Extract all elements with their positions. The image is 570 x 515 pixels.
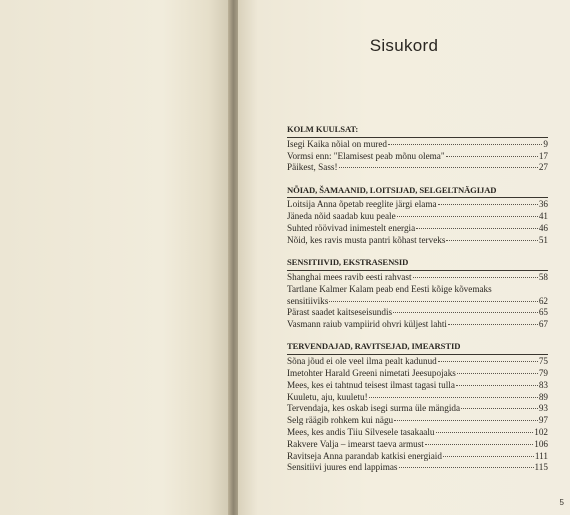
entry-title: Ravitseja Anna parandab katkisi energiaid xyxy=(287,450,442,461)
leader-dots xyxy=(413,277,538,278)
toc-entry[interactable] xyxy=(287,307,548,319)
entry-page-number: 106 xyxy=(534,438,548,449)
entry-title: Suhted röövivad inimestelt energia xyxy=(287,223,416,234)
toc-entry[interactable] xyxy=(287,199,548,211)
entry-title: Mees, kes ei tahtnud teisest ilmast tagasi tulla xyxy=(287,379,455,390)
entry-title: Tervendaja, kes oskab isegi surma üle mängida xyxy=(287,403,461,414)
toc-entry[interactable] xyxy=(287,211,548,223)
leader-dots xyxy=(448,324,538,325)
entry-page-number: 58 xyxy=(538,271,548,282)
entry-page-number: 83 xyxy=(538,379,548,390)
entry-title: Imetohter Harald Greeni nimetati Jeesupojaks xyxy=(287,368,456,379)
entry-title: Sõna jõud ei ole veel ilma pealt kadunud xyxy=(287,356,437,367)
toc-section xyxy=(287,124,548,174)
entry-title: Sensitiivi juures end lappimas xyxy=(287,462,398,473)
entry-page-number: 65 xyxy=(538,307,548,318)
entry-page-number: 67 xyxy=(538,319,548,330)
toc-entry[interactable] xyxy=(287,451,548,463)
leader-dots xyxy=(369,397,538,398)
page-title: Sisukord xyxy=(369,36,439,55)
leader-dots xyxy=(461,408,538,409)
toc-entry[interactable] xyxy=(287,235,548,247)
leader-dots xyxy=(457,373,538,374)
entry-page-number: 41 xyxy=(538,211,548,222)
entry-page-number: 75 xyxy=(538,356,548,367)
entry-title: Nõid, kes ravis musta pantri kõhast terveks xyxy=(287,234,446,245)
toc-entry[interactable] xyxy=(287,380,548,392)
leader-dots xyxy=(436,432,534,433)
leader-dots xyxy=(329,301,537,302)
toc-entry[interactable] xyxy=(287,223,548,235)
page-number: 5 xyxy=(559,498,564,507)
leader-dots xyxy=(388,144,542,145)
entry-page-number: 79 xyxy=(538,368,548,379)
left-page-blank xyxy=(0,0,232,515)
entry-page-number: 51 xyxy=(538,234,548,245)
leader-dots xyxy=(339,167,538,168)
entry-page-number: 27 xyxy=(538,162,548,173)
entry-title: Tartlane Kalmer Kalam peab end Eesti kõige kõvemaks xyxy=(287,283,492,294)
entry-title: Vormsi enn: "Elamisest peab mõnu olema" xyxy=(287,150,445,161)
toc-entry[interactable] xyxy=(287,415,548,427)
toc-entry[interactable] xyxy=(287,272,548,284)
toc-entry[interactable] xyxy=(287,296,548,308)
entry-page-number: 115 xyxy=(534,462,548,473)
entry-page-number: 46 xyxy=(538,223,548,234)
toc-entry[interactable] xyxy=(287,356,548,368)
section-heading: KOLM KUULSAT: xyxy=(287,124,548,138)
toc-entry[interactable] xyxy=(287,439,548,451)
entry-page-number: 102 xyxy=(534,427,548,438)
entry-page-number: 111 xyxy=(534,450,548,461)
entry-title: Jäneda nõid saadab kuu peale xyxy=(287,211,396,222)
entry-page-number: 9 xyxy=(543,138,548,149)
toc-section xyxy=(287,257,548,331)
toc-entry[interactable] xyxy=(287,427,548,439)
entry-title: Päikest, Sass! xyxy=(287,162,338,173)
entry-title: Loitsija Anna õpetab reeglite järgi elama xyxy=(287,199,437,210)
leader-dots xyxy=(425,444,533,445)
section-heading: NÕIAD, ŠAMAANID, LOITSIJAD, SELGELTNÄGIJAD xyxy=(287,185,548,199)
entry-title: Rakvere Valja – imearst taeva armust xyxy=(287,438,424,449)
toc-entry[interactable] xyxy=(287,403,548,415)
entry-page-number: 36 xyxy=(538,199,548,210)
section-heading: SENSITIIVID, EKSTRASENSID xyxy=(287,257,548,271)
entry-page-number: 62 xyxy=(538,295,548,306)
entry-page-number: 89 xyxy=(538,391,548,402)
toc-entry[interactable] xyxy=(287,284,548,296)
leader-dots xyxy=(393,312,538,313)
toc-entry[interactable] xyxy=(287,139,548,151)
toc-entry[interactable] xyxy=(287,462,548,474)
entry-title: Shanghai mees ravib eesti rahvast xyxy=(287,271,412,282)
leader-dots xyxy=(438,361,538,362)
toc-entry[interactable] xyxy=(287,319,548,331)
entry-title: Mees, kes andis Tiiu Silvesele tasakaalu xyxy=(287,427,435,438)
entry-title: sensitiiviks xyxy=(287,295,329,306)
toc-entry[interactable] xyxy=(287,368,548,380)
toc-entry[interactable] xyxy=(287,392,548,404)
toc-section xyxy=(287,341,548,474)
leader-dots xyxy=(394,420,538,421)
leader-dots xyxy=(443,456,534,457)
leader-dots xyxy=(446,240,537,241)
leader-dots xyxy=(397,216,538,217)
leader-dots xyxy=(416,228,538,229)
entry-page-number: 17 xyxy=(538,150,548,161)
leader-dots xyxy=(456,385,538,386)
entry-page-number: 93 xyxy=(538,403,548,414)
leader-dots xyxy=(399,467,534,468)
entry-page-number: 97 xyxy=(538,415,548,426)
table-of-contents xyxy=(287,124,548,485)
section-heading: TERVENDAJAD, RAVITSEJAD, IMEARSTID xyxy=(287,341,548,355)
entry-title: Kuuletu, aju, kuuletu! xyxy=(287,391,368,402)
toc-entry[interactable] xyxy=(287,162,548,174)
leader-dots xyxy=(446,156,538,157)
entry-title: Pärast saadet kaitseseisundis xyxy=(287,307,393,318)
toc-section xyxy=(287,185,548,247)
entry-title: Isegi Kaika nõial on mured xyxy=(287,138,388,149)
toc-entry[interactable] xyxy=(287,151,548,163)
entry-title: Selg räägib rohkem kui nägu xyxy=(287,415,394,426)
leader-dots xyxy=(438,204,538,205)
entry-title: Vasmann raiub vampiirid ohvri küljest lahti xyxy=(287,319,447,330)
